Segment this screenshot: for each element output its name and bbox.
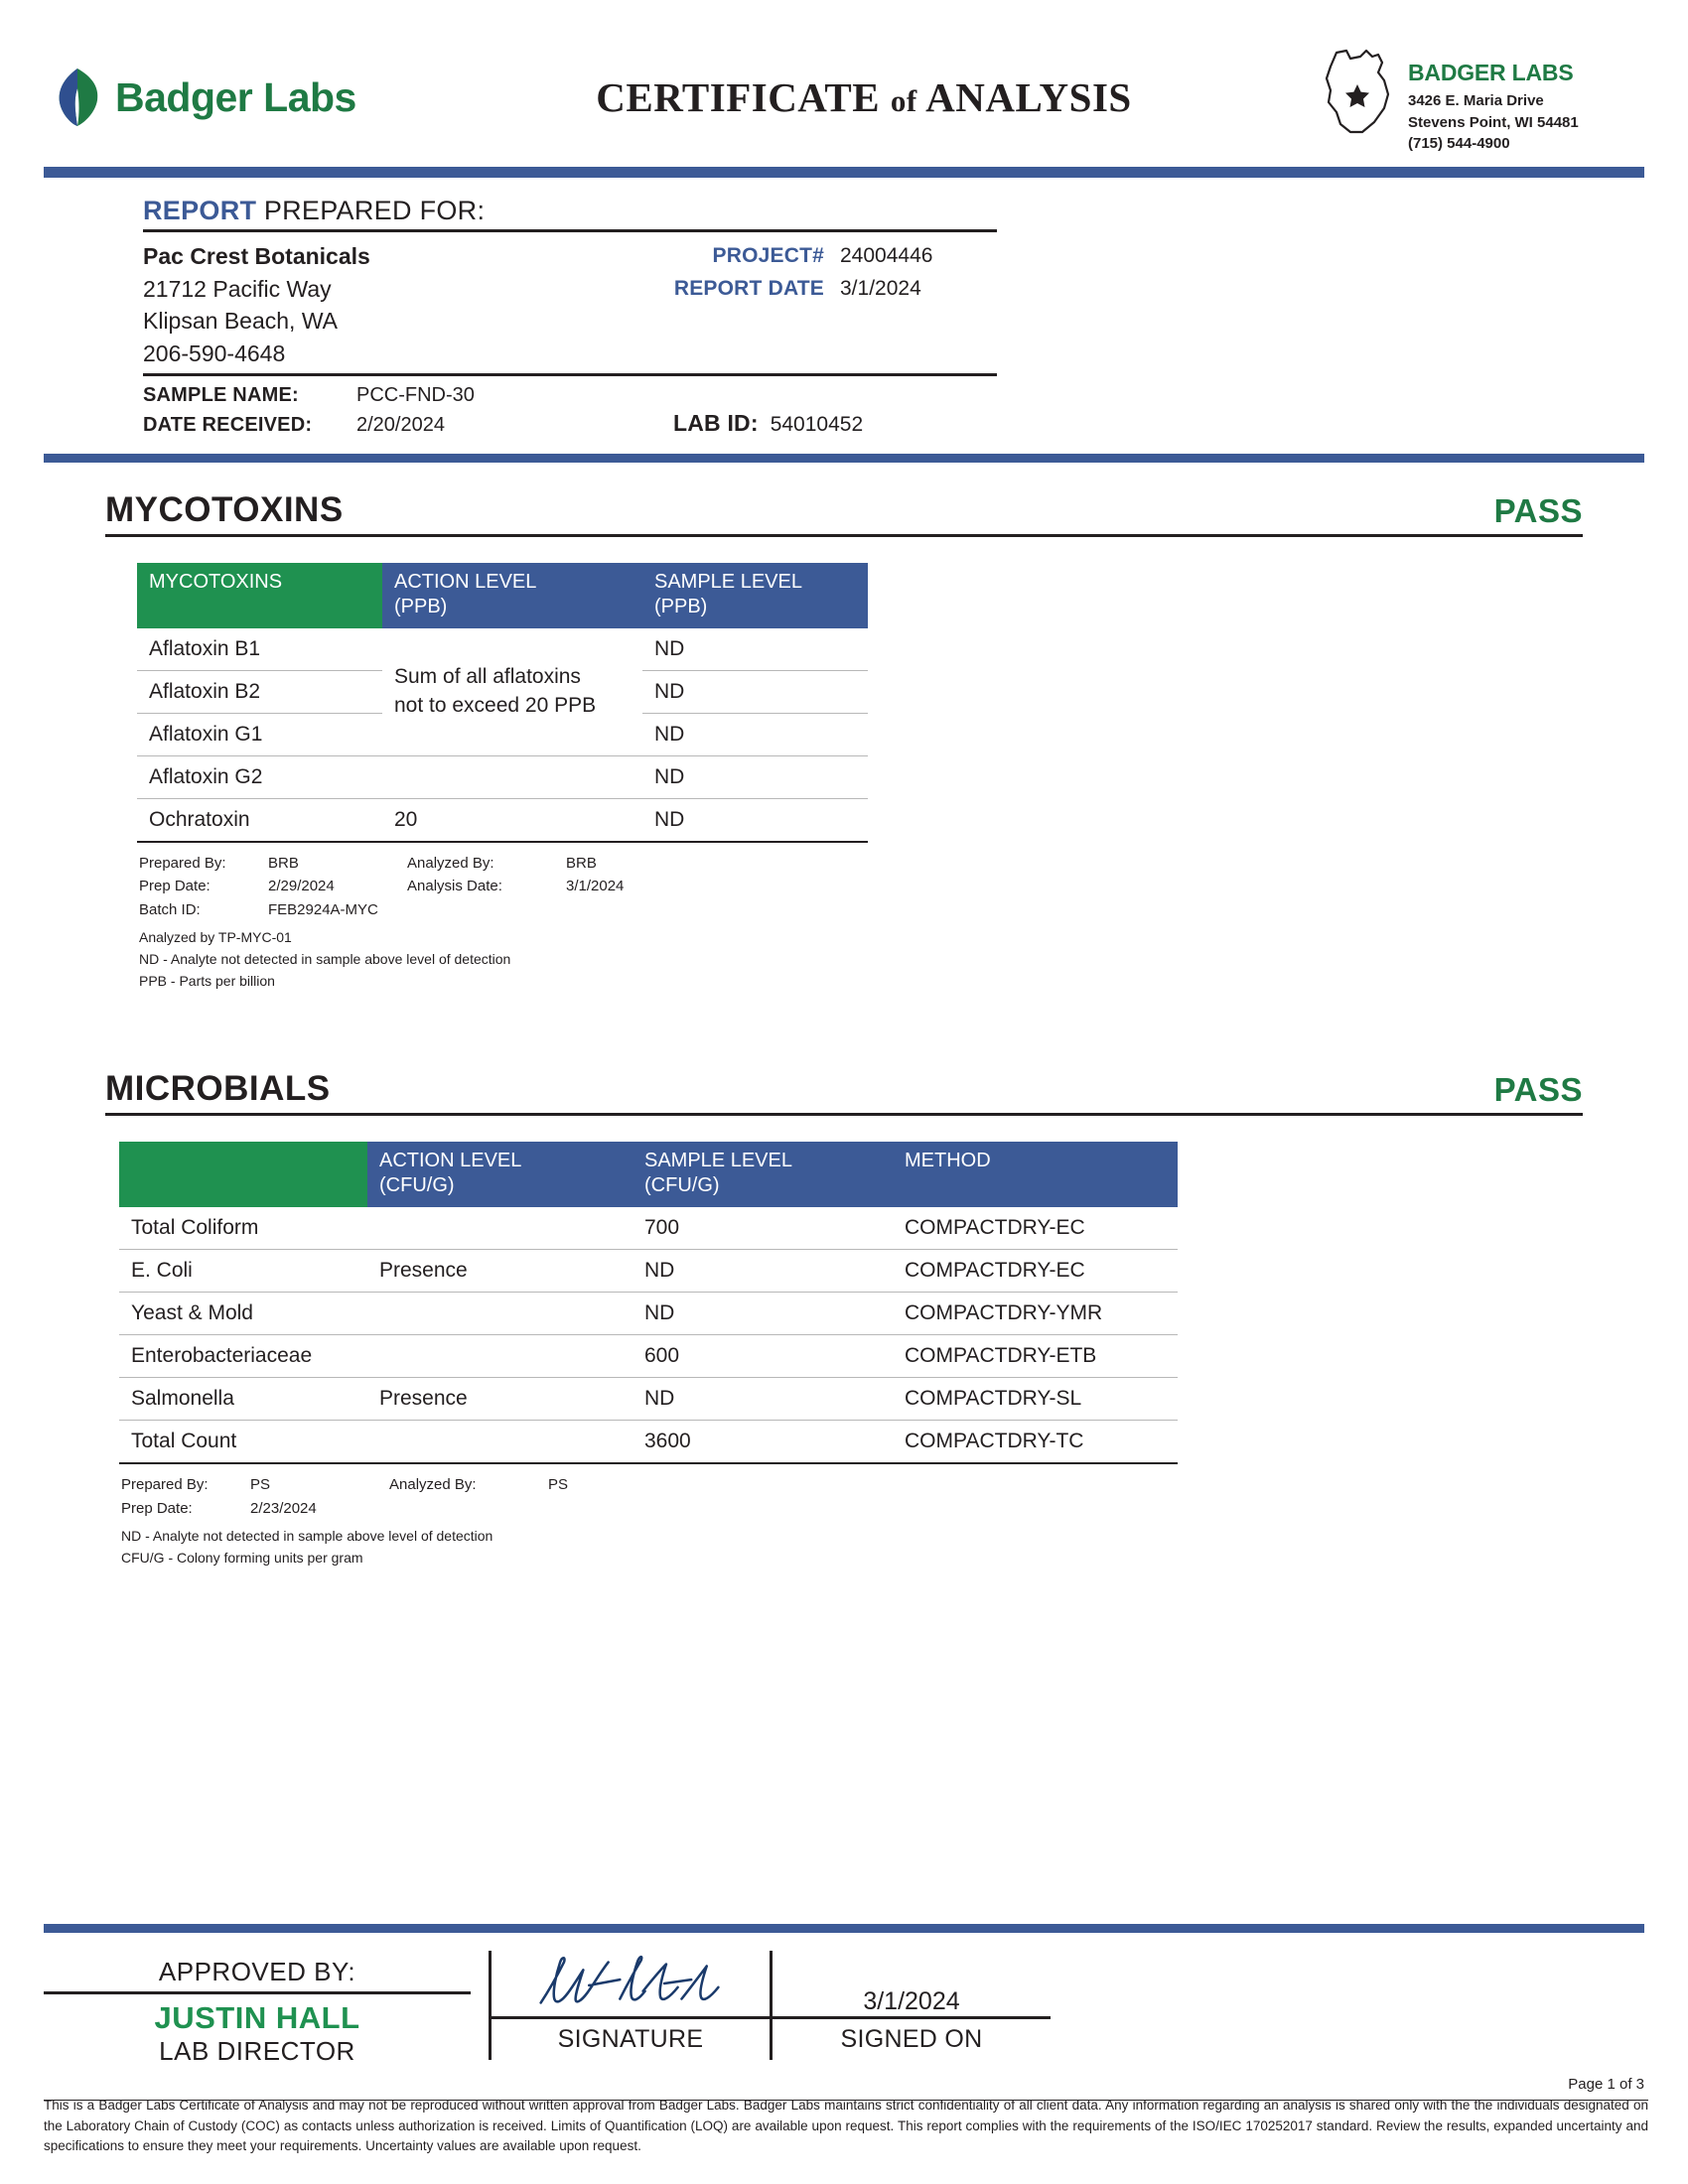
micro-method-3: COMPACTDRY-ETB: [893, 1335, 1178, 1378]
mycotoxins-section: [44, 463, 1644, 993]
micro-prepared-by-value: PS: [250, 1476, 271, 1494]
project-value: 24004446: [840, 244, 933, 267]
myco-prep-date-label: Prep Date:: [139, 878, 211, 895]
micro-method-4: COMPACTDRY-SL: [893, 1378, 1178, 1421]
lab-id-row: [445, 410, 863, 437]
mycotoxins-col-sample-l2: (PPB): [654, 595, 708, 617]
approval-block: [44, 1924, 1644, 2067]
micro-method-2: COMPACTDRY-YMR: [893, 1293, 1178, 1335]
mycotoxins-col-action-l1: ACTION LEVEL: [394, 570, 537, 593]
mycotoxins-col-action: [382, 563, 642, 628]
mycotoxins-footnotes: [139, 853, 1601, 993]
mycotoxins-col-action-l2: (PPB): [394, 595, 448, 617]
lab-address-street: 3426 E. Maria Drive: [1408, 92, 1544, 110]
myco-analyte-1: Aflatoxin B2: [137, 670, 382, 713]
approved-by-block: [44, 1951, 471, 2067]
micro-col-method: METHOD: [893, 1142, 1178, 1207]
myco-date-row: [139, 876, 1601, 898]
signature-label: SIGNATURE: [492, 2016, 770, 2054]
microbials-status-badge: PASS: [1493, 1071, 1583, 1109]
micro-action-0: [367, 1207, 633, 1250]
micro-analyte-0: Total Coliform: [119, 1207, 367, 1250]
myco-action-merged-l2: not to exceed 20 PPB: [394, 693, 597, 717]
table-row: [119, 1421, 1178, 1464]
client-street: 21712 Pacific Way: [143, 275, 332, 302]
myco-analyzed-by-label: Analyzed By:: [407, 854, 494, 872]
myco-prepared-by-label: Prepared By:: [139, 854, 226, 872]
report-meta: [610, 240, 997, 370]
table-row: [119, 1378, 1178, 1421]
lab-director-title: LAB DIRECTOR: [159, 2036, 355, 2066]
micro-method-1: COMPACTDRY-EC: [893, 1250, 1178, 1293]
approval-row: [44, 1933, 1644, 2067]
lab-id-label: LAB ID:: [672, 409, 759, 436]
myco-prepared-row: [139, 853, 1601, 876]
myco-analysis-date-label: Analysis Date:: [407, 878, 502, 895]
microbials-table: [119, 1142, 1178, 1464]
myco-prepared-by-value: BRB: [268, 854, 299, 872]
mycotoxins-col-sample: [642, 563, 868, 628]
myco-analyzed-by-value: BRB: [566, 854, 597, 872]
signed-on-value: 3/1/2024: [863, 1987, 960, 2015]
micro-action-3: [367, 1335, 633, 1378]
sample-name-row: [143, 384, 1545, 407]
signature-image: [492, 1951, 770, 2016]
myco-batch-row: [139, 899, 1601, 922]
microbials-section: [44, 992, 1644, 1569]
micro-analyte-4: Salmonella: [119, 1378, 367, 1421]
myco-note-3: PPB - Parts per billion: [139, 972, 275, 989]
report-prepared-for-text: PREPARED FOR:: [263, 196, 486, 225]
mycotoxins-col-analyte: MYCOTOXINS: [137, 563, 382, 628]
micro-analyzed-by-value: PS: [548, 1476, 569, 1494]
micro-method-5: COMPACTDRY-TC: [893, 1421, 1178, 1464]
logo-block: [44, 67, 451, 128]
micro-col-sample-l1: SAMPLE LEVEL: [644, 1150, 792, 1172]
report-keyword: REPORT: [143, 196, 257, 225]
date-received-row: [143, 410, 1545, 437]
report-date-row: [610, 277, 997, 301]
date-received-label: DATE RECEIVED:: [143, 413, 313, 436]
sample-name-label: SAMPLE NAME:: [143, 383, 299, 406]
myco-prep-date-value: 2/29/2024: [268, 878, 335, 895]
table-row: [119, 1250, 1178, 1293]
micro-date-row: [121, 1498, 1601, 1521]
lab-phone: (715) 544-4900: [1408, 134, 1510, 152]
micro-analyte-3: Enterobacteriaceae: [119, 1335, 367, 1378]
micro-analyte-1: E. Coli: [119, 1250, 367, 1293]
micro-action-4: Presence: [367, 1378, 633, 1421]
date-received-value: 2/20/2024: [356, 413, 445, 436]
mycotoxins-header: [105, 490, 1583, 537]
approved-by-label: APPROVED BY:: [158, 1957, 356, 1986]
micro-col-action-l1: ACTION LEVEL: [379, 1150, 522, 1172]
micro-note-2: CFU/G - Colony forming units per gram: [121, 1549, 363, 1566]
lab-brand-name: BADGER LABS: [1408, 59, 1574, 85]
table-row: [119, 1293, 1178, 1335]
mycotoxins-col-sample-l1: SAMPLE LEVEL: [654, 570, 802, 593]
micro-col-action-l2: (CFU/G): [379, 1174, 455, 1197]
micro-sample-3: 600: [633, 1335, 893, 1378]
micro-prep-date-value: 2/23/2024: [250, 1499, 317, 1517]
mycotoxins-table: [137, 563, 868, 843]
microbials-footnotes: [121, 1474, 1601, 1569]
wisconsin-map-icon: [1317, 47, 1402, 138]
table-row: [119, 1207, 1178, 1250]
micro-method-0: COMPACTDRY-EC: [893, 1207, 1178, 1250]
client-info: [143, 240, 610, 370]
micro-action-5: [367, 1421, 633, 1464]
microbials-header: [105, 1069, 1583, 1116]
signature-block: [489, 1951, 773, 2060]
lab-id-value: 54010452: [770, 412, 864, 436]
micro-sample-4: ND: [633, 1378, 893, 1421]
myco-action-merged: [382, 628, 642, 756]
report-info-block: [44, 178, 1644, 454]
report-divider: [44, 454, 1644, 463]
micro-col-sample-l2: (CFU/G): [644, 1174, 720, 1197]
lab-director-name: JUSTIN HALL: [44, 1991, 471, 2036]
micro-sample-2: ND: [633, 1293, 893, 1335]
micro-action-1: Presence: [367, 1250, 633, 1293]
myco-analyte-4: Ochratoxin: [137, 798, 382, 842]
micro-analyzed-by-label: Analyzed By:: [389, 1476, 477, 1494]
report-prepared-for-heading: [143, 196, 1545, 226]
signed-on-label: SIGNED ON: [773, 2016, 1051, 2054]
myco-sample-0: ND: [642, 628, 868, 671]
micro-prepared-by-label: Prepared By:: [121, 1476, 209, 1494]
myco-sample-2: ND: [642, 713, 868, 755]
page-title: [451, 73, 1317, 121]
client-name: Pac Crest Botanicals: [143, 243, 370, 269]
leaf-logo-icon: [54, 67, 101, 128]
micro-analyte-2: Yeast & Mold: [119, 1293, 367, 1335]
mycotoxins-title: MYCOTOXINS: [105, 489, 344, 529]
table-row: [137, 628, 868, 671]
myco-batch-id-value: FEB2924A-MYC: [268, 900, 378, 918]
approval-divider: [44, 1924, 1644, 1933]
project-row: [610, 244, 997, 268]
lab-address-lines: [1408, 47, 1579, 155]
micro-col-sample: [633, 1142, 893, 1207]
client-phone: 206-590-4648: [143, 340, 286, 366]
report-date-value: 3/1/2024: [840, 277, 921, 300]
table-row: [137, 798, 868, 842]
myco-analyte-2: Aflatoxin G1: [137, 713, 382, 755]
micro-prep-date-label: Prep Date:: [121, 1499, 193, 1517]
table-row: [119, 1335, 1178, 1378]
signed-on-block: [773, 1951, 1051, 2060]
client-city: Klipsan Beach, WA: [143, 308, 339, 335]
page-header: [44, 0, 1644, 167]
microbials-title: MICROBIALS: [105, 1069, 331, 1109]
table-header-row: [137, 563, 868, 628]
myco-analyte-3: Aflatoxin G2: [137, 755, 382, 798]
myco-action-4: 20: [382, 798, 642, 842]
myco-note-1: Analyzed by TP-MYC-01: [139, 929, 292, 946]
micro-col-analyte: [119, 1142, 367, 1207]
micro-sample-0: 700: [633, 1207, 893, 1250]
report-rule-mid: [143, 373, 997, 376]
table-row: [137, 755, 868, 798]
myco-sample-1: ND: [642, 670, 868, 713]
myco-analysis-date-value: 3/1/2024: [566, 878, 625, 895]
myco-note-2: ND - Analyte not detected in sample above level of detection: [139, 950, 511, 967]
micro-analyte-5: Total Count: [119, 1421, 367, 1464]
footer-disclaimer: This is a Badger Labs Certificate of Analysis and may not be reproduced without written approval from Badger Labs. Badger Labs maintains strict confidentiality of all client data. Any information regarding an analysis is shared only with the the individuals designated on the Laboratory Chain of Custody (COC) as contacts unless authorization is received. Limits of Quantification (LOQ) are available upon request. This report complies with the requirements of the ISO/IEC 170252017 standard. Review the results, expanded uncertainty and specifications to ensure they meet your requirements. Uncertainty values are available upon request.: [44, 2098, 1648, 2153]
myco-action-merged-l1: Sum of all aflatoxins: [394, 665, 581, 689]
lab-address-city: Stevens Point, WI 54481: [1408, 113, 1579, 131]
micro-note-1: ND - Analyte not detected in sample above level of detection: [121, 1528, 493, 1545]
title-of: of: [890, 83, 917, 118]
page-number: Page 1 of 3: [1568, 2076, 1644, 2093]
header-divider: [44, 167, 1644, 178]
sample-name-value: PCC-FND-30: [356, 383, 475, 406]
micro-prepared-row: [121, 1474, 1601, 1497]
logo-text: Badger Labs: [115, 73, 356, 120]
mycotoxins-status-badge: PASS: [1493, 491, 1583, 529]
myco-sample-4: ND: [642, 798, 868, 842]
myco-action-3: [382, 755, 642, 798]
project-label: PROJECT#: [712, 244, 824, 267]
report-rule-top: [143, 229, 997, 232]
lab-address-block: [1317, 41, 1644, 155]
title-main: CERTIFICATE: [596, 74, 881, 120]
micro-col-action: [367, 1142, 633, 1207]
client-and-meta-row: [143, 240, 997, 370]
micro-sample-1: ND: [633, 1250, 893, 1293]
table-header-row: [119, 1142, 1178, 1207]
myco-sample-3: ND: [642, 755, 868, 798]
report-date-label: REPORT DATE: [673, 277, 824, 300]
micro-action-2: [367, 1293, 633, 1335]
myco-batch-id-label: Batch ID:: [139, 900, 201, 918]
myco-analyte-0: Aflatoxin B1: [137, 628, 382, 671]
micro-sample-5: 3600: [633, 1421, 893, 1464]
title-end: ANALYSIS: [925, 74, 1132, 120]
